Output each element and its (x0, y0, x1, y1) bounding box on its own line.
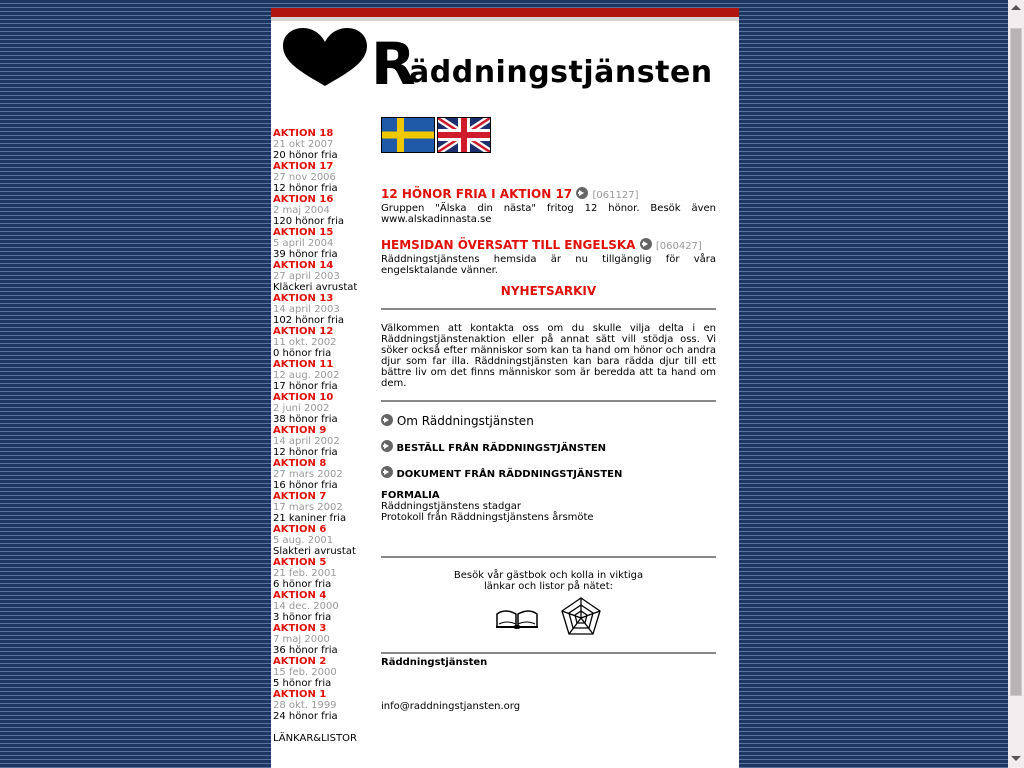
sidebar-action-result: Slakteri avrustat (273, 546, 356, 557)
sidebar-action-date: 27 mars 2002 (273, 469, 343, 480)
guestbook-icons (381, 596, 716, 636)
sidebar-action-result: 12 hönor fria (273, 183, 338, 194)
sidebar-action-title[interactable]: AKTION 8 (273, 458, 327, 469)
sidebar-action-date: 5 april 2004 (273, 238, 334, 249)
sidebar (273, 128, 373, 744)
sidebar-action-date: 14 april 2003 (273, 304, 340, 315)
news-date: [061127] (592, 190, 639, 201)
scrollbar[interactable] (1008, 0, 1024, 768)
formalia-link[interactable]: Räddningstjänstens stadgar (381, 501, 521, 512)
sidebar-action-result: 39 hönor fria (273, 249, 338, 260)
sidebar-action-date: 11 okt. 2002 (273, 337, 337, 348)
sidebar-action-date: 2 juni 2002 (273, 403, 330, 414)
arrow-right-icon[interactable] (640, 238, 652, 250)
footer-org-name: Räddningstjänsten (381, 657, 488, 668)
news-title-link[interactable]: 12 HÖNOR FRIA I AKTION 17 (381, 187, 573, 201)
sidebar-action-date: 14 dec. 2000 (273, 601, 339, 612)
guestbook-line: länkar och listor på nätet: (484, 581, 613, 592)
sidebar-action-title[interactable]: AKTION 5 (273, 557, 327, 568)
sidebar-action-date: 28 okt. 1999 (273, 700, 337, 711)
arrow-right-icon (381, 440, 393, 452)
sidebar-action-title[interactable]: AKTION 10 (273, 392, 334, 403)
heart-icon (283, 28, 367, 86)
sidebar-action-result: 3 hönor fria (273, 612, 332, 623)
sidebar-action-title[interactable]: AKTION 12 (273, 326, 334, 337)
sidebar-action-result: 6 hönor fria (273, 579, 332, 590)
news-body: Räddningstjänstens hemsida är nu tillgänglig för våra engelsktalande vänner. (381, 254, 716, 276)
sidebar-action-date: 15 feb. 2000 (273, 667, 337, 678)
scroll-down-arrow-icon[interactable] (1011, 756, 1021, 761)
news-archive-link[interactable]: NYHETSARKIV (500, 284, 597, 298)
arrow-right-icon (381, 466, 393, 478)
main-content (381, 117, 716, 712)
sidebar-action-result: 102 hönor fria (273, 315, 345, 326)
documents-link[interactable] (381, 466, 716, 480)
sidebar-action-title[interactable]: AKTION 15 (273, 227, 334, 238)
order-link[interactable] (381, 440, 716, 454)
sidebar-action-date: 21 okt 2007 (273, 139, 334, 150)
sidebar-action-date: 27 nov 2006 (273, 172, 336, 183)
intro-text: Välkommen att kontakta oss om du skulle vilja delta i en Räddningstjänstenaktion eller på annat sätt vill stödja oss. Vi söker också efter människor som kan ta hand om hönor och andra djur som far illa. Räddningstjänsten kan bara rädda djur till ett bättre liv om det finns människor som är beredda att ta hand om dem. (381, 323, 716, 389)
about-link[interactable] (381, 414, 716, 428)
sidebar-action-date: 27 april 2003 (273, 271, 340, 282)
logo-graphic (281, 24, 727, 100)
footer-email-link[interactable]: info@raddningstjansten.org (381, 701, 521, 712)
sidebar-action-title[interactable]: AKTION 9 (273, 425, 327, 436)
sidebar-action-date: 12 aug. 2002 (273, 370, 340, 381)
arrow-right-icon[interactable] (576, 187, 588, 199)
sidebar-links-link[interactable]: LÄNKAR&LISTOR (273, 733, 357, 744)
sidebar-action-result: 16 hönor fria (273, 480, 338, 491)
sidebar-action-title[interactable]: AKTION 13 (273, 293, 334, 304)
sidebar-action-result: 20 hönor fria (273, 150, 338, 161)
sidebar-action-result: 38 hönor fria (273, 414, 338, 425)
sidebar-action-title[interactable]: AKTION 16 (273, 194, 334, 205)
news-title-link[interactable]: HEMSIDAN ÖVERSATT TILL ENGELSKA (381, 238, 636, 252)
header-red-bar (271, 8, 739, 17)
sidebar-action-result: 0 hönor fria (273, 348, 332, 359)
sidebar-action-title[interactable]: AKTION 11 (273, 359, 334, 370)
sidebar-action-title[interactable]: AKTION 6 (273, 524, 327, 535)
news-item (381, 238, 716, 276)
sidebar-action-title[interactable]: AKTION 7 (273, 491, 327, 502)
header-gray-bar (271, 17, 739, 21)
guestbook-text (381, 570, 716, 592)
sidebar-action-date: 14 april 2002 (273, 436, 340, 447)
arrow-right-icon (381, 414, 393, 426)
order-link-label[interactable]: BESTÄLL FRÅN RÄDDNINGSTJÄNSTEN (396, 443, 607, 454)
sidebar-action-result: 120 hönor fria (273, 216, 345, 227)
logo-r: R (371, 30, 416, 98)
sidebar-action-result: 21 kaniner fria (273, 513, 347, 524)
spiderweb-icon[interactable] (560, 596, 602, 639)
sidebar-action-title[interactable]: AKTION 1 (273, 689, 327, 700)
sidebar-action-title[interactable]: AKTION 17 (273, 161, 334, 172)
sidebar-action-title[interactable]: AKTION 3 (273, 623, 327, 634)
sidebar-action-date: 5 aug. 2001 (273, 535, 334, 546)
site-logo[interactable] (281, 24, 727, 100)
language-flags (381, 117, 716, 153)
book-icon[interactable] (495, 602, 539, 633)
scroll-up-arrow-icon[interactable] (1011, 5, 1021, 10)
logo-text: äddningstjänsten (409, 55, 713, 90)
swedish-flag[interactable] (381, 117, 435, 153)
sidebar-action-date: 21 feb. 2001 (273, 568, 337, 579)
sidebar-action-date: 17 mars 2002 (273, 502, 343, 513)
documents-link-label[interactable]: DOKUMENT FRÅN RÄDDNINGSTJÄNSTEN (396, 469, 623, 480)
news-item (381, 187, 716, 225)
formalia-link[interactable]: Protokoll från Räddningstjänstens årsmöte (381, 512, 594, 523)
sidebar-action-title[interactable]: AKTION 14 (273, 260, 334, 271)
sidebar-action-result: 5 hönor fria (273, 678, 332, 689)
scrollbar-thumb[interactable] (1010, 28, 1022, 696)
sidebar-action-result: 12 hönor fria (273, 447, 338, 458)
sidebar-action-result: 24 hönor fria (273, 711, 338, 722)
sidebar-action-result: Kläckeri avrustat (273, 282, 358, 293)
top-strip (271, 0, 739, 8)
guestbook-line: Besök vår gästbok och kolla in viktiga (453, 570, 644, 581)
sidebar-action-date: 2 maj 2004 (273, 205, 330, 216)
sidebar-action-result: 36 hönor fria (273, 645, 338, 656)
sidebar-action-result: 17 hönor fria (273, 381, 338, 392)
sidebar-action-title[interactable]: AKTION 2 (273, 656, 327, 667)
english-flag[interactable] (437, 117, 491, 153)
news-body: Gruppen "Älska din nästa" fritog 12 hönor. Besök även www.alskadinnasta.se (381, 203, 716, 225)
formalia-heading: FORMALIA (381, 490, 440, 501)
sidebar-action-title[interactable]: AKTION 4 (273, 590, 327, 601)
news-date: [060427] (655, 241, 702, 252)
sidebar-action-title[interactable]: AKTION 18 (273, 128, 334, 139)
page-container (271, 0, 739, 768)
about-link-label[interactable]: Om Räddningstjänsten (396, 414, 534, 428)
sidebar-action-date: 7 maj 2000 (273, 634, 330, 645)
